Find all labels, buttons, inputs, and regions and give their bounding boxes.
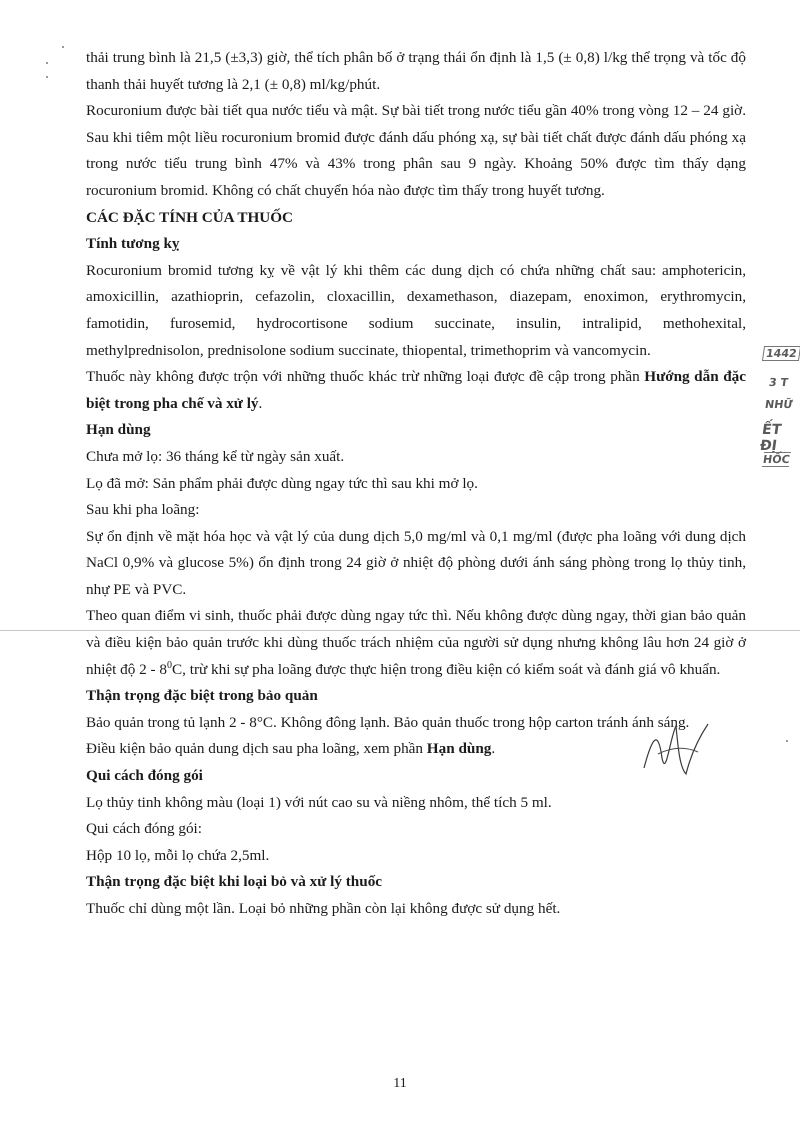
stamp-fragment-3: NHỮ xyxy=(764,398,794,411)
scan-dot xyxy=(62,46,64,48)
microbiology-text-2: C, trừ khi sự pha loãng được thực hiện trong điều kiện có kiểm soát và đánh giá vô khuẩn. xyxy=(172,660,721,678)
compatibility-heading-text: Tính tương k xyxy=(86,235,172,253)
paragraph-pharmacokinetics-end: thải trung bình là 21,5 (±3,3) giờ, thể tích phân bố ở trạng thái ổn định là 1,5 (± 0,8) l/kg thể trọng và tốc độ thanh thải huyết tương là 2,1 (± 0,8) ml/kg/phút. xyxy=(86,49,746,93)
disposal-line-1: Thuốc chỉ dùng một lần. Loại bỏ những phần còn lại không được sử dụng hết. xyxy=(86,900,561,917)
compatibility-heading-underlined: ỵ xyxy=(171,235,180,253)
stamp-fragment-1: 1442 xyxy=(762,346,800,361)
mixing-note-end: . xyxy=(258,394,263,412)
packaging-line-2: Qui cách đóng gói: xyxy=(86,820,202,838)
scan-line-top xyxy=(0,630,800,631)
paragraph-mixing-note xyxy=(86,364,746,417)
packaging-heading: Qui cách đóng gói xyxy=(86,767,203,785)
paragraph-excretion: Rocuronium được bài tiết qua nước tiểu và mật. Sự bài tiết trong nước tiểu gần 40% trong vòng 12 – 24 giờ. Sau khi tiêm một liều rocuronium bromid được đánh dấu phóng xạ, sự bài tiết chất được đánh dấu phóng xạ trong nước tiểu trung bình 47% và 43% trong phân sau 9 ngày. Khoảng 50% được tìm thấy dạng rocuronium bromid. Không có chất chuyển hóa nào được tìm thấy trong huyết tương. xyxy=(86,102,746,199)
scan-dot xyxy=(46,76,48,78)
scan-dot xyxy=(786,740,788,742)
side-stamp-fragment xyxy=(757,330,800,490)
page-number: 11 xyxy=(393,1076,407,1091)
compatibility-heading xyxy=(86,231,746,258)
shelf-life-microbiology xyxy=(86,603,746,683)
shelf-life-diluted-label: Sau khi pha loãng: xyxy=(86,501,200,519)
shelf-life-heading: Hạn dùng xyxy=(86,421,151,439)
mixing-note-reference: Hướng dẫn đặc biệt trong pha chế và xử lý xyxy=(86,368,746,412)
storage-line-2-text: Điều kiện bảo quản dung dịch sau pha loãng, xem phần xyxy=(86,740,427,758)
shelf-life-opened: Lọ đã mở: Sản phẩm phải được dùng ngay tức thì sau khi mở lọ. xyxy=(86,474,478,492)
shelf-life-unopened: Chưa mở lọ: 36 tháng kể từ ngày sản xuất. xyxy=(86,447,345,465)
packaging-line-1: Lọ thủy tinh không màu (loại 1) với nút cao su và niềng nhôm, thể tích 5 ml. xyxy=(86,793,552,811)
mixing-note-text: Thuốc này không được trộn với những thuốc khác trừ những loại được đề cập trong phần xyxy=(86,368,645,386)
degree-superscript: 0 xyxy=(167,659,172,671)
document-body xyxy=(86,45,746,923)
disposal-heading: Thận trọng đặc biệt khi loại bỏ và xử lý thuốc xyxy=(86,873,383,891)
packaging-line-3: Hộp 10 lọ, mỗi lọ chứa 2,5ml. xyxy=(86,846,270,864)
storage-line-2-end: . xyxy=(491,740,496,758)
storage-line-1: Bảo quản trong tủ lạnh 2 - 8°C. Không đông lạnh. Bảo quản thuốc trong hộp carton tránh ánh sáng. xyxy=(86,713,690,731)
paragraph-incompatibility: Rocuronium bromid tương kỵ về vật lý khi thêm các dung dịch có chứa những chất sau: amphotericin, amoxicillin, azathioprin, cefazolin, cloxacillin, dexamethason, diazepam, enoximon, erythromycin, famotidin, furosemid, hydrocortisone sodium succinate, insulin, intralipid, methohexital, methylprednisolon, prednisolone sodium succinate, thiopental, trimethoprim và vancomycin. xyxy=(86,261,746,359)
section-title: CÁC ĐẶC TÍNH CỦA THUỐC xyxy=(86,208,294,226)
handwritten-signature xyxy=(640,718,712,782)
storage-heading: Thận trọng đặc biệt trong bảo quản xyxy=(86,687,318,705)
microbiology-text-1: Theo quan điểm vi sinh, thuốc phải được dùng ngay tức thì. Nếu không được dùng ngay, thời gian bảo quản và điều kiện bảo quản trước khi dùng thuốc trách nhiệm của người sử dụng nhưng không lâu hơn 24 giờ ở nhiệt độ 2 - 8 xyxy=(86,607,746,678)
shelf-life-stability: Sự ổn định về mặt hóa học và vật lý của dung dịch 5,0 mg/ml và 0,1 mg/ml (được pha loãng với dung dịch NaCl 0,9% và glucose 5%) ổn định trong 24 giờ ở nhiệt độ phòng dưới ánh sáng phòng trong lọ thủy tinh, nhự PE và PVC. xyxy=(86,527,746,598)
stamp-fragment-4: ẾT ĐỊ xyxy=(758,422,783,454)
stamp-fragment-2: 3 T xyxy=(768,376,789,389)
storage-line-2-reference: Hạn dùng xyxy=(426,740,492,758)
stamp-fragment-5: HỐC xyxy=(762,453,791,466)
scan-dot xyxy=(46,62,48,64)
